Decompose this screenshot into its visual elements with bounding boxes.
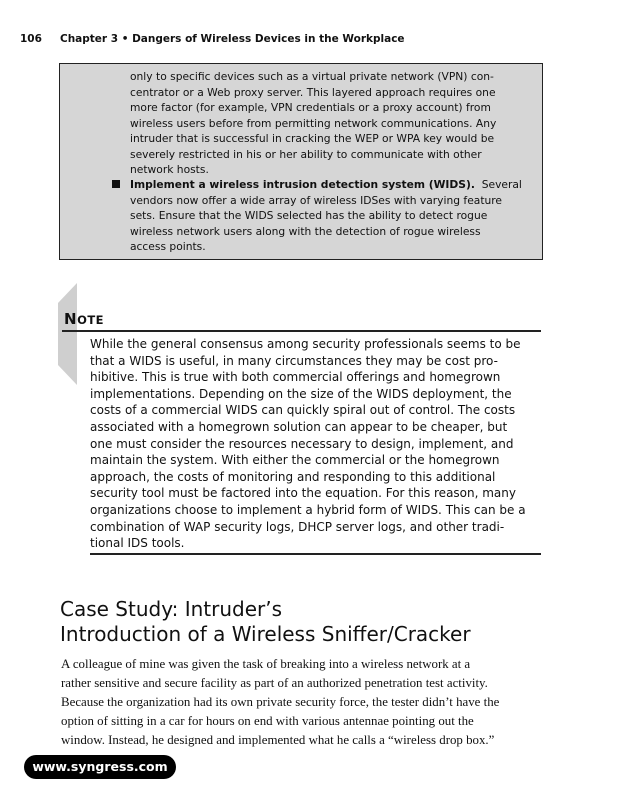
bullet-square-icon — [112, 180, 120, 188]
text-line: security tool must be factored into the equation. For this reason, many — [90, 486, 516, 501]
text-line: A colleague of mine was given the task of breaking into a wireless network at a — [61, 657, 471, 671]
running-header — [20, 33, 580, 45]
text-line: organizations choose to implement a hybrid form of WIDS. This can be a — [90, 502, 526, 517]
text-line: associated with a homegrown solution can appear to be cheaper, but — [90, 419, 508, 434]
text-line: Several — [481, 178, 522, 191]
text-line: Because the organization had its own private security force, the tester didn’t have the — [61, 695, 500, 709]
text-line: sets. Ensure that the WIDS selected has the ability to detect rogue — [130, 209, 488, 222]
note-tab-marker — [58, 283, 77, 385]
text-line: implementations. Depending on the size of the WIDS deployment, the — [90, 386, 512, 401]
text-line: that a WIDS is useful, in many circumstances they may be cost pro- — [90, 353, 498, 368]
text-line: vendors now offer a wide array of wireless IDSes with varying feature — [130, 193, 503, 207]
heading-line: Case Study: Intruder’s — [60, 597, 283, 621]
text-line: option of sitting in a car for hours on end with various antennae pointing out the — [61, 714, 474, 728]
sidebar-box — [59, 63, 543, 260]
text-line: only to specific devices such as a virtual private network (VPN) con- — [130, 70, 494, 83]
text-line: rather sensitive and secure facility as part of an authorized penetration test activity. — [61, 676, 488, 690]
text-line: approach, the costs of monitoring and responding to this additional — [90, 469, 496, 484]
text-line: access points. — [130, 240, 206, 253]
sidebar-continuation-text — [130, 69, 530, 178]
case-study-heading — [60, 597, 600, 647]
publisher-url-badge[interactable]: www.syngress.com — [24, 755, 176, 779]
case-study-body — [61, 655, 551, 750]
text-line: intruder that is successful in cracking the WEP or WPA key would be — [130, 132, 495, 145]
note-body — [90, 336, 542, 552]
heading-line: Introduction of a Wireless Sniffer/Cracker — [60, 622, 471, 646]
bullet-item — [130, 177, 530, 255]
text-line: While the general consensus among security professionals seems to be — [90, 337, 521, 351]
text-line: costs of a commercial WIDS can quickly spiral out of control. The costs — [90, 403, 516, 418]
text-line: combination of WAP security logs, DHCP server logs, and other tradi- — [90, 519, 505, 534]
text-line: tional IDS tools. — [90, 536, 185, 551]
page-number: 106 — [20, 33, 42, 45]
text-line: wireless network users along with the detection of rogue wireless — [130, 224, 481, 238]
text-line: hibitive. This is true with both commercial offerings and homegrown — [90, 370, 501, 385]
text-line: window. Instead, he designed and implemented what he calls a “wireless drop box.” — [61, 733, 495, 747]
text-line: one must consider the resources necessary to design, implement, and — [90, 436, 514, 451]
text-line: more factor (for example, VPN credentials or a proxy account) from — [130, 101, 491, 114]
text-line: maintain the system. With either the commercial or the homegrown — [90, 453, 500, 468]
text-line: wireless users before from permitting network communications. Any — [130, 116, 497, 130]
text-line: centrator or a Web proxy server. This layered approach requires one — [130, 85, 496, 99]
note-title: NOTE — [64, 310, 105, 328]
note-bottom-rule — [90, 553, 541, 555]
bullet-heading: Implement a wireless intrusion detection system (WIDS). — [130, 178, 475, 191]
text-line: network hosts. — [130, 163, 209, 176]
note-top-rule — [62, 330, 541, 332]
chapter-title: Chapter 3 • Dangers of Wireless Devices in the Workplace — [60, 33, 405, 45]
text-line: severely restricted in his or her ability to communicate with other — [130, 147, 482, 161]
